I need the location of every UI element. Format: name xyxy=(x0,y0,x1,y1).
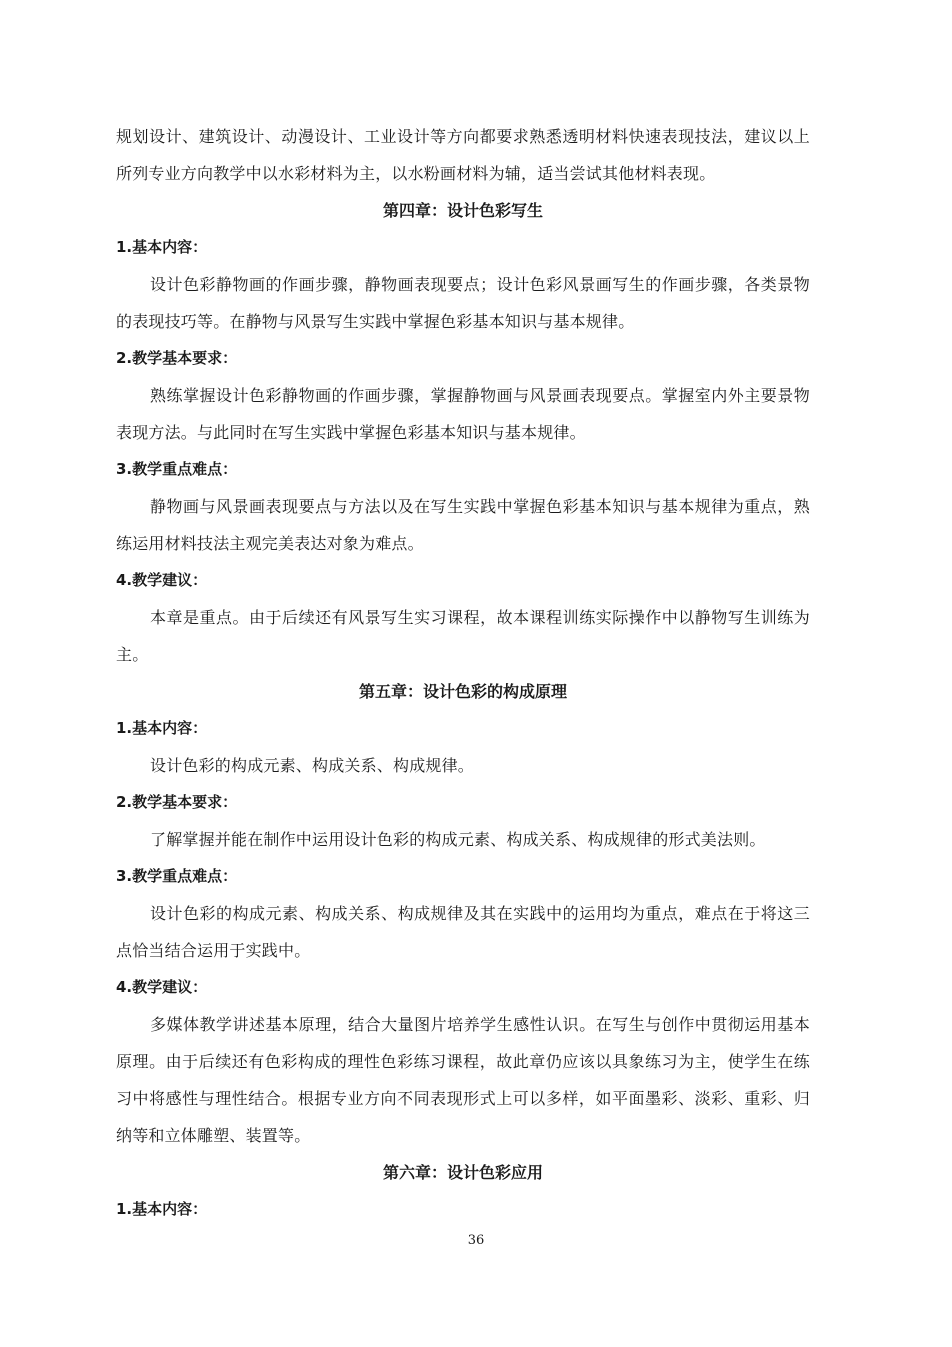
chapter-6-basic-content-heading: 1.基本内容： xyxy=(116,1200,208,1218)
chapter-5-basic-content-heading: 1.基本内容： xyxy=(116,719,208,737)
chapter-4-key-points-text: 静物画与风景画表现要点与方法以及在写生实践中掌握色彩基本知识与基本规律为重点，熟练运用材料技法主观完美表达对象为难点。 xyxy=(116,497,810,553)
chapter-5-requirements-heading: 2.教学基本要求： xyxy=(116,793,238,811)
page-number: 36 xyxy=(467,1233,485,1248)
chapter-4-basic-content-heading: 1.基本内容： xyxy=(116,238,208,256)
chapter-5-key-points-heading: 3.教学重点难点： xyxy=(116,867,238,885)
chapter-4-requirements-heading: 2.教学基本要求： xyxy=(116,349,238,367)
chapter-4-key-points-heading: 3.教学重点难点： xyxy=(116,460,238,478)
chapter-5-suggestions-text: 多媒体教学讲述基本原理，结合大量图片培养学生感性认识。在写生与创作中贯彻运用基本原理。由于后续还有色彩构成的理性色彩练习课程，故此章仍应该以具象练习为主，使学生在练习中将感性与理性结合。根据专业方向不同表现形式上可以多样，如平面墨彩、淡彩、重彩、归纳等和立体雕塑、装置等。 xyxy=(116,1015,810,1145)
chapter-5-key-points-text: 设计色彩的构成元素、构成关系、构成规律及其在实践中的运用均为重点，难点在于将这三点恰当结合运用于实践中。 xyxy=(116,904,810,960)
chapter-4-suggestions-text: 本章是重点。由于后续还有风景写生实习课程，故本课程训练实际操作中以静物写生训练为主。 xyxy=(116,608,810,664)
chapter-4-suggestions-heading: 4.教学建议： xyxy=(116,571,208,589)
chapter-4-basic-content-text: 设计色彩静物画的作画步骤，静物画表现要点；设计色彩风景画写生的作画步骤，各类景物的表现技巧等。在静物与风景写生实践中掌握色彩基本知识与基本规律。 xyxy=(116,275,810,331)
chapter-4-requirements-text: 熟练掌握设计色彩静物画的作画步骤，掌握静物画与风景画表现要点。掌握室内外主要景物表现方法。与此同时在写生实践中掌握色彩基本知识与基本规律。 xyxy=(116,386,810,442)
chapter-5-basic-content-text: 设计色彩的构成元素、构成关系、构成规律。 xyxy=(150,756,475,775)
chapter-5-requirements-text: 了解掌握并能在制作中运用设计色彩的构成元素、构成关系、构成规律的形式美法则。 xyxy=(150,830,766,849)
page-content xyxy=(116,118,810,1228)
chapter-6-title: 第六章：设计色彩应用 xyxy=(382,1163,543,1182)
chapter-5-suggestions-heading: 4.教学建议： xyxy=(116,978,208,996)
chapter-5-title: 第五章：设计色彩的构成原理 xyxy=(358,682,567,701)
chapter-4-title: 第四章：设计色彩写生 xyxy=(382,201,543,220)
intro-paragraph: 规划设计、建筑设计、动漫设计、工业设计等方向都要求熟悉透明材料快速表现技法，建议以上所列专业方向教学中以水彩材料为主，以水粉画材料为辅，适当尝试其他材料表现。 xyxy=(116,127,810,183)
